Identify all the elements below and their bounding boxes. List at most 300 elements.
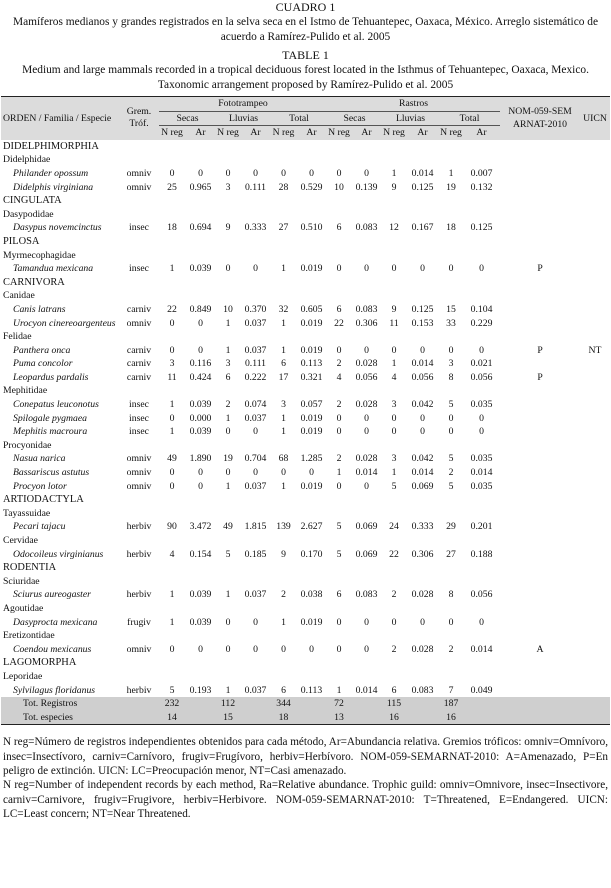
nreg-cell: 1 (169, 263, 175, 275)
uicn-status (580, 317, 610, 331)
table-row (1, 452, 610, 466)
ar-cell: 0.035 (470, 480, 493, 492)
ar-cell: 0.019 (300, 263, 323, 275)
ar-cell: 0.035 (470, 453, 493, 465)
family-name: Canidae (3, 290, 35, 302)
ar-cell: 0 (364, 643, 369, 655)
order-name: ARTIODACTYLA (3, 494, 84, 506)
ar-cell: 0.132 (470, 181, 493, 193)
ar-cell: 0.704 (244, 453, 267, 465)
nreg-cell: 2 (281, 589, 286, 601)
species-name: Panthera onca (13, 344, 71, 356)
nreg-cell: 5 (448, 480, 454, 492)
ar-cell: 0.111 (244, 181, 267, 193)
table-row (1, 357, 610, 371)
ar-cell: 0.056 (470, 371, 493, 383)
nreg-cell: 5 (448, 453, 454, 465)
header-rastros-secas: Secas (327, 111, 382, 126)
totals-blank (240, 711, 271, 725)
nreg-cell: 18 (446, 222, 456, 234)
table-row (1, 439, 610, 453)
ar-cell: 0.069 (355, 521, 378, 533)
nreg-cell: 1 (336, 684, 342, 696)
nreg-cell: 3 (281, 399, 286, 411)
nreg-cell: 1 (169, 426, 175, 438)
species-name: Coendou mexicanus (13, 643, 92, 655)
table-row (1, 167, 610, 181)
ar-cell: 0 (198, 643, 203, 655)
nreg-cell: 1 (225, 684, 231, 696)
uicn-status (580, 262, 610, 276)
nreg-cell: 0 (448, 412, 454, 424)
nreg-cell: 1 (281, 317, 286, 329)
uicn-status (580, 412, 610, 426)
nreg-cell: 29 (446, 521, 456, 533)
ar-cell: 0.083 (411, 684, 434, 696)
species-name: Dasyprocta mexicana (13, 616, 98, 628)
nreg-cell: 1 (169, 616, 175, 628)
nreg-cell: 8 (448, 589, 454, 601)
header-ar: Ar (361, 127, 372, 139)
ar-cell: 0.042 (411, 399, 434, 411)
table-row (1, 588, 610, 602)
nreg-cell: 2 (336, 358, 342, 370)
totals-blank (351, 711, 382, 725)
uicn-status (580, 167, 610, 181)
table-row (1, 371, 610, 385)
nreg-cell: 0 (391, 412, 397, 424)
ar-cell: 0 (198, 344, 203, 356)
nreg-cell: 1 (336, 467, 342, 479)
nreg-cell: 0 (281, 167, 286, 179)
totals-blank (500, 711, 580, 725)
header-nreg: N reg (440, 127, 462, 139)
nreg-cell: 3 (225, 181, 231, 193)
nreg-cell: 0 (448, 344, 454, 356)
ar-cell: 0 (253, 263, 258, 275)
nreg-cell: 3 (448, 358, 454, 370)
nreg-cell: 9 (225, 222, 231, 234)
ar-cell: 0 (253, 616, 258, 628)
trophic-guild: carniv (126, 371, 152, 383)
totals-blank (296, 711, 327, 725)
ar-cell: 0.037 (244, 589, 267, 601)
ar-cell: 0.069 (355, 548, 378, 560)
table-row (1, 561, 610, 575)
trophic-guild: omniv (126, 453, 152, 465)
ar-cell: 0 (420, 263, 425, 275)
nreg-cell: 0 (448, 616, 454, 628)
ar-cell: 0.170 (300, 548, 323, 560)
species-name: Urocyon cinereoargenteus (13, 317, 116, 329)
trophic-guild: herbiv (126, 589, 152, 601)
family-name: Sciuridae (3, 575, 40, 587)
ar-cell: 0.113 (300, 358, 323, 370)
ar-cell: 0 (198, 467, 203, 479)
nreg-cell: 0 (225, 616, 231, 628)
header-foto-secas: Secas (159, 111, 216, 126)
ar-cell: 0.605 (300, 303, 323, 315)
uicn-status (580, 466, 610, 480)
nreg-cell: 2 (448, 643, 454, 655)
ar-cell: 0.000 (189, 412, 212, 424)
trophic-guild: carniv (126, 344, 152, 356)
ar-cell: 0 (479, 426, 484, 438)
table-row (1, 684, 610, 698)
nom-status (500, 357, 580, 371)
ar-cell: 0 (420, 344, 425, 356)
nom-status (500, 466, 580, 480)
trophic-guild: omniv (126, 480, 152, 492)
header-nreg: N reg (161, 127, 183, 139)
ar-cell: 0.056 (470, 589, 493, 601)
species-name: Didelphis virginiana (13, 181, 94, 193)
totals-blank (463, 697, 500, 711)
nreg-cell: 0 (336, 616, 342, 628)
nreg-cell: 2 (391, 589, 397, 601)
ar-cell: 0.125 (411, 303, 434, 315)
nreg-cell: 2 (391, 643, 397, 655)
nreg-cell: 0 (169, 467, 175, 479)
family-name: Didelphidae (3, 154, 51, 166)
table-row (1, 140, 610, 154)
nreg-cell: 1 (391, 358, 397, 370)
table-row (1, 602, 610, 616)
nreg-cell: 9 (391, 181, 397, 193)
table-row (1, 480, 610, 494)
nreg-cell: 1 (281, 412, 286, 424)
ar-cell: 0.333 (244, 222, 267, 234)
ar-cell: 0 (253, 643, 258, 655)
table-row (1, 656, 610, 670)
nreg-cell: 27 (278, 222, 289, 234)
totals-blank (119, 711, 159, 725)
nreg-cell: 22 (334, 317, 344, 329)
table-row (1, 548, 610, 562)
nreg-cell: 15 (446, 303, 456, 315)
nreg-cell: 0 (391, 344, 397, 356)
nreg-cell: 11 (389, 317, 399, 329)
nreg-cell: 1 (169, 589, 175, 601)
nreg-cell: 1 (225, 317, 231, 329)
ar-cell: 0.019 (300, 616, 323, 628)
ar-cell: 0.028 (355, 399, 378, 411)
nom-status (500, 548, 580, 562)
nreg-cell: 24 (389, 521, 399, 533)
ar-cell: 0.019 (300, 344, 323, 356)
trophic-guild: insec (129, 426, 149, 438)
ar-cell: 0.014 (470, 643, 493, 655)
ar-cell: 1.815 (244, 521, 267, 533)
ar-cell: 0 (309, 467, 314, 479)
ar-cell: 0.035 (470, 399, 493, 411)
ar-cell: 0.333 (411, 521, 434, 533)
ar-cell: 0.193 (189, 684, 212, 696)
trophic-guild: frugiv (127, 616, 151, 628)
ar-cell: 0.039 (189, 399, 212, 411)
nreg-cell: 1 (281, 616, 286, 628)
nreg-cell: 1 (225, 589, 231, 601)
ar-cell: 0.019 (300, 426, 323, 438)
totals-value: 13 (327, 711, 351, 725)
totals-blank (240, 697, 271, 711)
ar-cell: 0.111 (244, 358, 267, 370)
ar-cell: 0.306 (411, 548, 434, 560)
ar-cell: 0.039 (189, 263, 212, 275)
ar-cell: 0 (364, 344, 369, 356)
ar-cell: 0.019 (300, 480, 323, 492)
ar-cell: 0.049 (470, 684, 493, 696)
ar-cell: 0.222 (244, 371, 267, 383)
table-row (1, 194, 610, 208)
header-ar: Ar (250, 127, 261, 139)
species-name: Dasypus novemcinctus (13, 222, 102, 234)
ar-cell: 0.370 (244, 303, 267, 315)
caption-english (0, 48, 611, 93)
header-uicn: UICN (580, 97, 610, 140)
nreg-cell: 5 (169, 684, 175, 696)
nreg-cell: 3 (225, 358, 231, 370)
nreg-cell: 6 (336, 303, 342, 315)
nreg-cell: 18 (167, 222, 177, 234)
species-name: Odocoileus virginianus (13, 548, 104, 560)
ar-cell: 1.890 (189, 453, 212, 465)
nom-status (500, 425, 580, 439)
nreg-cell: 0 (448, 426, 454, 438)
nom-status (500, 167, 580, 181)
trophic-guild: insec (129, 263, 149, 275)
totals-label: Tot. especies (1, 711, 119, 725)
trophic-guild: insec (129, 222, 149, 234)
header-ar: Ar (417, 127, 428, 139)
uicn-status (580, 303, 610, 317)
totals-value: 18 (271, 711, 296, 725)
trophic-guild: omniv (126, 643, 152, 655)
nreg-cell: 4 (391, 371, 397, 383)
family-name: Mephitidae (3, 385, 48, 397)
nom-status (500, 684, 580, 698)
header-grem-trof: Grem. Tróf. (119, 97, 159, 140)
nreg-cell: 0 (169, 344, 175, 356)
header-foto-total: Total (271, 111, 327, 126)
trophic-guild: insec (129, 412, 149, 424)
header-rastros-lluvias: Lluvias (382, 111, 439, 126)
ar-cell: 0.038 (300, 589, 323, 601)
caption-spanish (0, 0, 611, 45)
nom-status (500, 303, 580, 317)
ar-cell: 0.056 (411, 371, 434, 383)
nreg-cell: 22 (167, 303, 177, 315)
ar-cell: 0.069 (411, 480, 434, 492)
ar-cell: 0.007 (470, 167, 493, 179)
table-row (1, 493, 610, 507)
nreg-cell: 0 (225, 263, 231, 275)
nreg-cell: 0 (281, 467, 286, 479)
ar-cell: 0.028 (411, 589, 434, 601)
ar-cell: 0.037 (244, 344, 267, 356)
nom-status: P (537, 344, 543, 356)
table-row (1, 330, 610, 344)
ar-cell: 0.083 (355, 303, 378, 315)
ar-cell: 0.028 (355, 358, 378, 370)
table-row (1, 208, 610, 222)
trophic-guild: omniv (126, 167, 152, 179)
species-name: Puma concolor (13, 358, 73, 370)
nreg-cell: 5 (391, 480, 397, 492)
uicn-status (580, 480, 610, 494)
ar-cell: 0 (364, 426, 369, 438)
notes-english: N reg=Number of independent records by each method, Ra=Relative abundance. Trophic guild: omniv=Omnivore, insec=Insectivore, carniv=Carnivore, frugiv=Frugivore, herbiv=Herbivore. NOM-059-SEMARNAT-2010: T=Threatened, E=Endangered. UICN: LC=Least concern; NT=Near Threatened. (3, 779, 608, 820)
uicn-status (580, 425, 610, 439)
ar-cell: 0.306 (355, 317, 378, 329)
ar-cell: 0.185 (244, 548, 267, 560)
trophic-guild: carniv (126, 303, 152, 315)
table-row (1, 276, 610, 290)
table-row (1, 412, 610, 426)
header-fototrampeo: Fototrampeo (159, 97, 327, 112)
ar-cell: 0 (364, 480, 369, 492)
nreg-cell: 32 (278, 303, 289, 315)
nom-status: P (537, 371, 543, 383)
ar-cell: 0.014 (411, 167, 434, 179)
totals-value: 187 (439, 697, 463, 711)
table-row (1, 520, 610, 534)
totals-blank (351, 697, 382, 711)
ar-cell: 0.074 (244, 399, 267, 411)
trophic-guild: insec (129, 399, 149, 411)
family-name: Agoutidae (3, 602, 44, 614)
nom-status (500, 616, 580, 630)
table-row (1, 249, 610, 263)
trophic-guild: omniv (126, 181, 152, 193)
ar-cell: 0 (198, 167, 203, 179)
nreg-cell: 1 (391, 167, 397, 179)
nreg-cell: 0 (169, 167, 175, 179)
nreg-cell: 0 (169, 317, 175, 329)
nreg-cell: 1 (281, 426, 286, 438)
nom-status (500, 398, 580, 412)
table-row (1, 466, 610, 480)
nreg-cell: 7 (448, 684, 454, 696)
ar-cell: 0.037 (244, 684, 267, 696)
header-nreg: N reg (217, 127, 239, 139)
ar-cell: 0 (364, 167, 369, 179)
uicn-status (580, 616, 610, 630)
table-row (1, 398, 610, 412)
mammal-records-table (1, 96, 610, 725)
header-nreg: N reg (272, 127, 295, 139)
order-name: CARNIVORA (3, 276, 65, 288)
family-name: Leporidae (3, 670, 43, 682)
nreg-cell: 2 (225, 399, 231, 411)
nreg-cell: 27 (446, 548, 456, 560)
uicn-status (580, 588, 610, 602)
ar-cell: 0.028 (355, 453, 378, 465)
nom-status (500, 588, 580, 602)
nreg-cell: 0 (225, 643, 231, 655)
totals-blank (580, 711, 610, 725)
nreg-cell: 11 (167, 371, 177, 383)
ar-cell: 0.201 (470, 521, 493, 533)
totals-blank (406, 697, 439, 711)
nreg-cell: 4 (169, 548, 175, 560)
header-nreg: N reg (328, 127, 350, 139)
table-row (1, 181, 610, 195)
ar-cell: 0.153 (411, 317, 434, 329)
nreg-cell: 17 (278, 371, 289, 383)
ar-cell: 1.285 (300, 453, 323, 465)
uicn-status (580, 684, 610, 698)
uicn-status (580, 643, 610, 657)
trophic-guild: herbiv (126, 684, 152, 696)
nreg-cell: 9 (281, 548, 286, 560)
table-row (1, 303, 610, 317)
nreg-cell: 5 (448, 399, 454, 411)
nreg-cell: 0 (169, 480, 175, 492)
nreg-cell: 1 (448, 167, 454, 179)
nreg-cell: 5 (225, 548, 231, 560)
totals-value: 344 (271, 697, 296, 711)
table-row (1, 153, 610, 167)
ar-cell: 0.014 (355, 684, 378, 696)
caption-english-text: Medium and large mammals recorded in a tropical deciduous forest located in the Isthmus of Tehuantepec, Oaxaca, Mexico. Taxonomic arrangement proposed by Ramírez-Pulido et al. 2005 (22, 64, 589, 91)
nreg-cell: 6 (225, 371, 231, 383)
nreg-cell: 33 (446, 317, 456, 329)
nreg-cell: 1 (225, 344, 231, 356)
ar-cell: 0.167 (411, 222, 434, 234)
nreg-cell: 6 (281, 684, 286, 696)
order-name: DIDELPHIMORPHIA (3, 140, 99, 152)
uicn-status (580, 452, 610, 466)
order-name: PILOSA (3, 235, 40, 247)
nreg-cell: 0 (169, 412, 175, 424)
uicn-status: NT (588, 344, 602, 356)
nreg-cell: 12 (389, 222, 399, 234)
nreg-cell: 49 (167, 453, 177, 465)
header-ar: Ar (476, 127, 487, 139)
ar-cell: 0 (253, 467, 258, 479)
ar-cell: 0.104 (470, 303, 493, 315)
ar-cell: 0 (364, 616, 369, 628)
table-row (1, 643, 610, 657)
uicn-status (580, 371, 610, 385)
family-name: Eretizontidae (3, 630, 55, 642)
totals-value: 14 (159, 711, 185, 725)
family-name: Procyonidae (3, 439, 52, 451)
ar-cell: 0 (198, 317, 203, 329)
nreg-cell: 1 (281, 480, 286, 492)
ar-cell: 0.037 (244, 412, 267, 424)
ar-cell: 0 (420, 412, 425, 424)
species-name: Tamandua mexicana (13, 263, 94, 275)
table-row (1, 575, 610, 589)
nreg-cell: 0 (391, 426, 397, 438)
nreg-cell: 0 (225, 167, 231, 179)
nreg-cell: 2 (336, 453, 342, 465)
species-name: Sciurus aureogaster (13, 589, 91, 601)
trophic-guild: carniv (126, 358, 152, 370)
nreg-cell: 0 (448, 263, 454, 275)
nreg-cell: 1 (281, 344, 286, 356)
totals-blank (406, 711, 439, 725)
table-row (1, 262, 610, 276)
ar-cell: 0.510 (300, 222, 323, 234)
nom-status (500, 412, 580, 426)
table-row (1, 221, 610, 235)
nreg-cell: 0 (336, 426, 342, 438)
ar-cell: 0 (309, 643, 314, 655)
table-row (1, 616, 610, 630)
